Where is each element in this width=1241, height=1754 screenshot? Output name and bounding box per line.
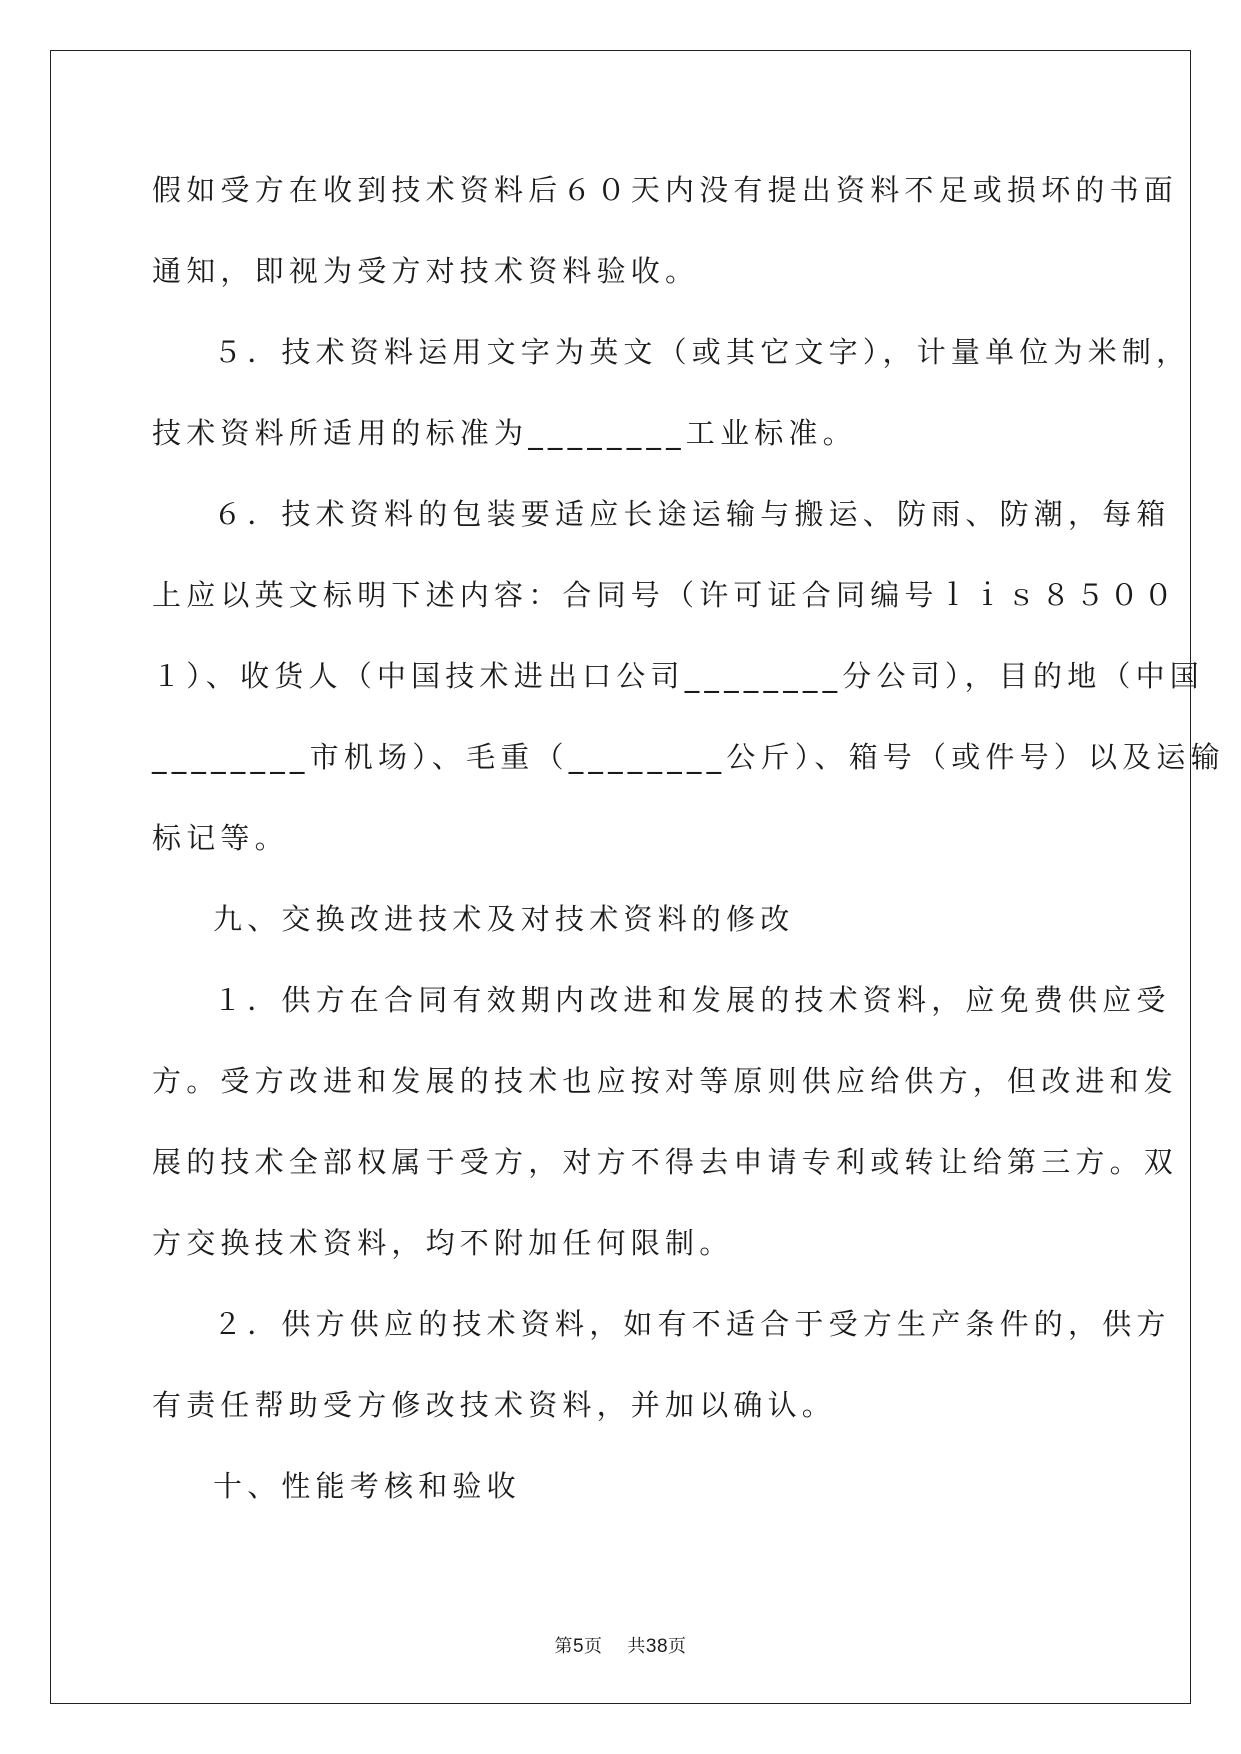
section-heading: 十、性能考核和验收 — [213, 1469, 521, 1503]
text-line: １．供方在合同有效期内改进和发展的技术资料，应免费供应受 — [213, 983, 1171, 1017]
footer-total-suffix: 页 — [668, 1636, 687, 1657]
document-body — [152, 150, 1225, 1527]
text-line: 方。受方改进和发展的技术也应按对等原则供应给供方，但改进和发 — [152, 1064, 1179, 1098]
page-footer — [0, 1632, 1241, 1658]
section-heading: 九、交换改进技术及对技术资料的修改 — [213, 902, 795, 936]
text-line: 假如受方在收到技术资料后６０天内没有提出资料不足或损坏的书面 — [152, 173, 1179, 207]
total-page-count: 38 — [645, 1636, 669, 1657]
current-page-number: 5 — [572, 1636, 585, 1657]
text-line: 通知，即视为受方对技术资料验收。 — [152, 254, 700, 288]
footer-prefix: 第 — [554, 1636, 573, 1657]
text-line: ６．技术资料的包装要适应长途运输与搬运、防雨、防潮，每箱 — [213, 497, 1171, 531]
text-line: 展的技术全部权属于受方，对方不得去申请专利或转让给第三方。双 — [152, 1145, 1179, 1179]
text-line: ________市机场）、毛重（________公斤）、箱号（或件号）以及运输 — [152, 740, 1225, 774]
text-line: 有责任帮助受方修改技术资料，并加以确认。 — [152, 1388, 837, 1422]
text-line: 技术资料所适用的标准为________工业标准。 — [152, 416, 857, 450]
text-line: １）、收货人（中国技术进出口公司________分公司），目的地（中国 — [152, 659, 1205, 693]
footer-page-word: 页 — [584, 1636, 603, 1657]
text-line: ５．技术资料运用文字为英文（或其它文字），计量单位为米制， — [213, 335, 1191, 369]
text-line: 标记等。 — [152, 821, 289, 855]
text-line: ２．供方供应的技术资料，如有不适合于受方生产条件的，供方 — [213, 1307, 1171, 1341]
footer-total-prefix: 共 — [627, 1636, 646, 1657]
text-line: 方交换技术资料，均不附加任何限制。 — [152, 1226, 734, 1260]
text-line: 上应以英文标明下述内容：合同号（许可证合同编号ｌｉｓ８５００ — [152, 578, 1179, 612]
